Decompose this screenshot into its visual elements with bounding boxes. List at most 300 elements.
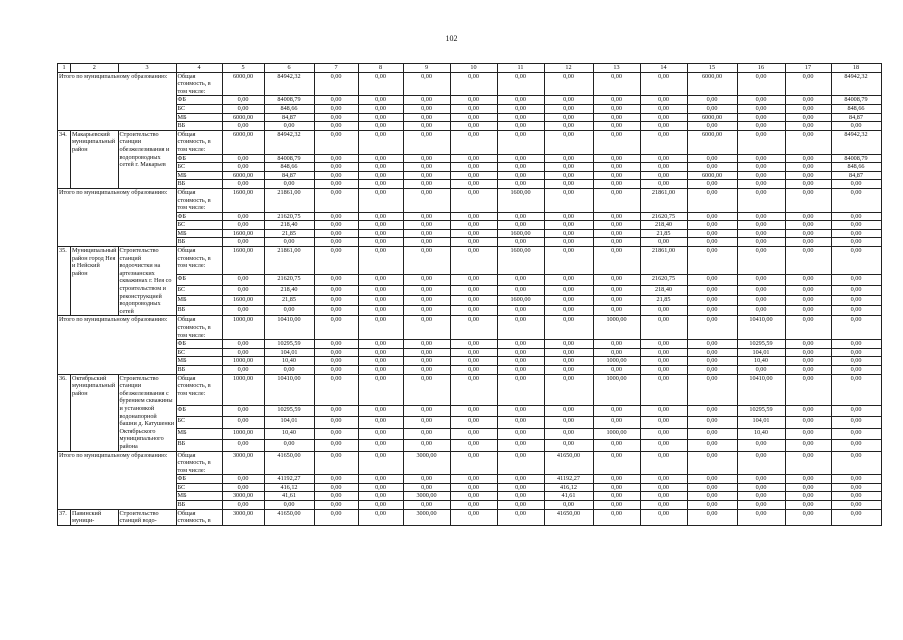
value-cell: 0,00 <box>544 501 593 510</box>
value-cell: 0,00 <box>687 417 737 428</box>
funding-source: МБ <box>176 171 222 180</box>
value-cell: 0,00 <box>831 238 881 247</box>
value-cell: 0,00 <box>497 440 544 451</box>
source-row <box>58 122 882 131</box>
value-cell: 0,00 <box>785 451 831 475</box>
value-cell: 0,00 <box>544 440 593 451</box>
value-cell: 0,00 <box>314 492 358 501</box>
value-cell: 0,00 <box>593 122 640 131</box>
value-cell: 0,00 <box>544 247 593 275</box>
value-cell: 0,00 <box>314 180 358 189</box>
value-cell: 0,00 <box>497 509 544 525</box>
value-cell: 0,00 <box>737 509 785 525</box>
value-cell: 0,00 <box>831 357 881 366</box>
value-cell: 0,00 <box>737 365 785 374</box>
value-cell: 21,85 <box>640 229 687 238</box>
source-row <box>58 440 882 451</box>
value-cell: 104,01 <box>737 417 785 428</box>
value-cell: 0,00 <box>737 285 785 295</box>
value-cell: 0,00 <box>593 451 640 475</box>
value-cell: 0,00 <box>403 96 450 105</box>
value-cell: 41192,27 <box>264 475 314 484</box>
value-cell: 0,00 <box>544 316 593 340</box>
value-cell: 21861,00 <box>640 247 687 275</box>
value-cell: 0,00 <box>544 306 593 316</box>
value-cell: 0,00 <box>737 113 785 122</box>
value-cell: 218,40 <box>640 221 687 230</box>
value-cell: 0,00 <box>450 417 497 428</box>
value-cell: 0,00 <box>450 275 497 285</box>
value-cell: 0,00 <box>403 221 450 230</box>
value-cell: 0,00 <box>687 154 737 163</box>
value-cell: 0,00 <box>593 104 640 113</box>
funding-source: ВБ <box>176 365 222 374</box>
itogo-row <box>58 316 882 340</box>
value-cell: 0,00 <box>687 492 737 501</box>
value-cell: 0,00 <box>358 180 403 189</box>
value-cell: 0,00 <box>497 238 544 247</box>
value-cell: 0,00 <box>403 285 450 295</box>
value-cell: 0,00 <box>314 171 358 180</box>
value-cell: 0,00 <box>450 247 497 275</box>
value-cell: 0,00 <box>358 509 403 525</box>
value-cell: 0,00 <box>737 440 785 451</box>
value-cell: 0,00 <box>831 374 881 405</box>
value-cell: 1000,00 <box>222 374 264 405</box>
column-header: 14 <box>640 64 687 73</box>
value-cell: 0,00 <box>831 295 881 305</box>
value-cell: 0,00 <box>358 428 403 439</box>
funding-source: МБ <box>176 113 222 122</box>
value-cell: 0,00 <box>314 122 358 131</box>
value-cell: 0,00 <box>403 171 450 180</box>
value-cell: 0,00 <box>640 509 687 525</box>
funding-source: БС <box>176 163 222 172</box>
value-cell: 41192,27 <box>544 475 593 484</box>
value-cell: 0,00 <box>593 475 640 484</box>
value-cell: 0,00 <box>314 229 358 238</box>
value-cell: 0,00 <box>497 306 544 316</box>
value-cell: 0,00 <box>314 428 358 439</box>
value-cell: 0,00 <box>640 357 687 366</box>
value-cell: 0,00 <box>737 104 785 113</box>
value-cell: 0,00 <box>403 295 450 305</box>
value-cell: 0,00 <box>222 96 264 105</box>
value-cell: 0,00 <box>593 417 640 428</box>
value-cell: 1000,00 <box>593 357 640 366</box>
column-header: 7 <box>314 64 358 73</box>
funding-source: БС <box>176 285 222 295</box>
source-row <box>58 365 882 374</box>
value-cell: 0,00 <box>497 483 544 492</box>
value-cell: 0,00 <box>450 285 497 295</box>
value-cell: 21620,75 <box>640 212 687 221</box>
value-cell: 0,00 <box>544 374 593 405</box>
value-cell: 0,00 <box>403 475 450 484</box>
value-cell: 0,00 <box>264 440 314 451</box>
object-number: 37. <box>58 509 71 525</box>
value-cell: 0,00 <box>497 275 544 285</box>
value-cell: 0,00 <box>640 406 687 417</box>
value-cell: 0,00 <box>403 365 450 374</box>
value-cell: 0,00 <box>593 501 640 510</box>
value-cell: 0,00 <box>640 440 687 451</box>
value-cell: 6000,00 <box>687 72 737 96</box>
value-cell: 0,00 <box>358 406 403 417</box>
value-cell: 0,00 <box>358 113 403 122</box>
value-cell: 0,00 <box>593 188 640 212</box>
value-cell: 0,00 <box>687 212 737 221</box>
header-row <box>58 64 882 73</box>
value-cell: 0,00 <box>358 475 403 484</box>
value-cell: 0,00 <box>831 501 881 510</box>
source-row <box>58 428 882 439</box>
value-cell: 0,00 <box>593 96 640 105</box>
value-cell: 848,66 <box>264 104 314 113</box>
value-cell: 84942,32 <box>264 72 314 96</box>
value-cell: 0,00 <box>403 340 450 349</box>
value-cell: 0,00 <box>358 229 403 238</box>
source-row <box>58 492 882 501</box>
value-cell: 0,00 <box>314 365 358 374</box>
value-cell: 0,00 <box>222 212 264 221</box>
value-cell: 3000,00 <box>222 451 264 475</box>
value-cell: 0,00 <box>544 357 593 366</box>
total-cost-label: Общая стоимость, в том числе: <box>176 130 222 154</box>
value-cell: 0,00 <box>314 483 358 492</box>
value-cell: 0,00 <box>314 451 358 475</box>
value-cell: 104,01 <box>264 417 314 428</box>
value-cell: 0,00 <box>450 180 497 189</box>
value-cell: 0,00 <box>831 285 881 295</box>
source-row <box>58 113 882 122</box>
value-cell: 0,00 <box>640 113 687 122</box>
value-cell: 0,00 <box>593 340 640 349</box>
value-cell: 0,00 <box>450 365 497 374</box>
value-cell: 84,87 <box>831 171 881 180</box>
value-cell: 0,00 <box>737 72 785 96</box>
value-cell: 0,00 <box>593 171 640 180</box>
object-row <box>58 130 882 154</box>
value-cell: 41,61 <box>264 492 314 501</box>
value-cell: 1000,00 <box>593 428 640 439</box>
value-cell: 0,00 <box>593 275 640 285</box>
value-cell: 0,00 <box>403 501 450 510</box>
value-cell: 0,00 <box>450 428 497 439</box>
value-cell: 0,00 <box>640 483 687 492</box>
value-cell: 848,66 <box>831 104 881 113</box>
value-cell: 0,00 <box>687 275 737 285</box>
value-cell: 0,00 <box>358 357 403 366</box>
value-cell: 0,00 <box>403 154 450 163</box>
source-row <box>58 285 882 295</box>
value-cell: 10,40 <box>737 428 785 439</box>
value-cell: 0,00 <box>403 180 450 189</box>
value-cell: 0,00 <box>785 509 831 525</box>
value-cell: 0,00 <box>544 238 593 247</box>
value-cell: 0,00 <box>737 501 785 510</box>
value-cell: 0,00 <box>544 122 593 131</box>
value-cell: 0,00 <box>640 104 687 113</box>
value-cell: 0,00 <box>497 501 544 510</box>
value-cell: 41650,00 <box>264 451 314 475</box>
value-cell: 0,00 <box>450 374 497 405</box>
value-cell: 0,00 <box>785 104 831 113</box>
value-cell: 0,00 <box>785 229 831 238</box>
value-cell: 0,00 <box>403 316 450 340</box>
column-header: 17 <box>785 64 831 73</box>
value-cell: 41650,00 <box>544 451 593 475</box>
funding-source: БС <box>176 221 222 230</box>
value-cell: 0,00 <box>544 348 593 357</box>
value-cell: 6000,00 <box>687 130 737 154</box>
value-cell: 0,00 <box>687 229 737 238</box>
value-cell: 3000,00 <box>403 451 450 475</box>
value-cell: 1600,00 <box>222 247 264 275</box>
value-cell: 0,00 <box>640 306 687 316</box>
value-cell: 0,00 <box>544 171 593 180</box>
value-cell: 0,00 <box>314 163 358 172</box>
value-cell: 0,00 <box>314 295 358 305</box>
value-cell: 0,00 <box>403 357 450 366</box>
value-cell: 0,00 <box>593 365 640 374</box>
value-cell: 6000,00 <box>222 130 264 154</box>
value-cell: 0,00 <box>785 180 831 189</box>
value-cell: 0,00 <box>264 180 314 189</box>
value-cell: 0,00 <box>785 122 831 131</box>
value-cell: 0,00 <box>785 113 831 122</box>
value-cell: 84942,32 <box>831 130 881 154</box>
value-cell: 0,00 <box>314 374 358 405</box>
source-row <box>58 348 882 357</box>
value-cell: 10,40 <box>737 357 785 366</box>
value-cell: 0,00 <box>640 417 687 428</box>
value-cell: 0,00 <box>785 316 831 340</box>
value-cell: 0,00 <box>544 406 593 417</box>
value-cell: 0,00 <box>593 163 640 172</box>
value-cell: 0,00 <box>358 374 403 405</box>
source-row <box>58 180 882 189</box>
value-cell: 0,00 <box>450 440 497 451</box>
value-cell: 0,00 <box>450 501 497 510</box>
column-header: 2 <box>71 64 119 73</box>
value-cell: 0,00 <box>450 295 497 305</box>
value-cell: 0,00 <box>314 285 358 295</box>
value-cell: 10410,00 <box>264 374 314 405</box>
value-cell: 0,00 <box>358 483 403 492</box>
value-cell: 21861,00 <box>640 188 687 212</box>
value-cell: 0,00 <box>640 365 687 374</box>
value-cell: 0,00 <box>785 365 831 374</box>
object-description: Строительство станций водо- <box>118 509 176 525</box>
value-cell: 0,00 <box>785 212 831 221</box>
value-cell: 0,00 <box>785 475 831 484</box>
value-cell: 0,00 <box>593 285 640 295</box>
column-header: 13 <box>593 64 640 73</box>
value-cell: 0,00 <box>450 357 497 366</box>
value-cell: 0,00 <box>358 104 403 113</box>
funding-source: МБ <box>176 428 222 439</box>
source-row <box>58 212 882 221</box>
value-cell: 848,66 <box>264 163 314 172</box>
value-cell: 6000,00 <box>687 171 737 180</box>
value-cell: 10295,59 <box>264 340 314 349</box>
value-cell: 0,00 <box>403 275 450 285</box>
value-cell: 0,00 <box>687 188 737 212</box>
source-row <box>58 483 882 492</box>
value-cell: 0,00 <box>450 130 497 154</box>
value-cell: 0,00 <box>687 509 737 525</box>
column-header: 4 <box>176 64 222 73</box>
value-cell: 848,66 <box>831 163 881 172</box>
value-cell: 0,00 <box>785 348 831 357</box>
value-cell: 0,00 <box>593 238 640 247</box>
value-cell: 104,01 <box>737 348 785 357</box>
value-cell: 0,00 <box>222 180 264 189</box>
value-cell: 0,00 <box>737 180 785 189</box>
value-cell: 0,00 <box>785 492 831 501</box>
value-cell: 0,00 <box>785 295 831 305</box>
value-cell: 0,00 <box>737 154 785 163</box>
value-cell: 0,00 <box>544 295 593 305</box>
object-number: 36. <box>58 374 71 451</box>
value-cell: 84942,32 <box>264 130 314 154</box>
value-cell: 0,00 <box>737 188 785 212</box>
value-cell: 0,00 <box>450 509 497 525</box>
value-cell: 0,00 <box>544 212 593 221</box>
value-cell: 0,00 <box>497 340 544 349</box>
funding-source: МБ <box>176 229 222 238</box>
itogo-row <box>58 451 882 475</box>
column-header: 8 <box>358 64 403 73</box>
value-cell: 0,00 <box>687 306 737 316</box>
value-cell: 0,00 <box>593 180 640 189</box>
value-cell: 0,00 <box>737 212 785 221</box>
value-cell: 0,00 <box>831 212 881 221</box>
value-cell: 0,00 <box>785 171 831 180</box>
value-cell: 0,00 <box>222 406 264 417</box>
value-cell: 0,00 <box>593 406 640 417</box>
value-cell: 0,00 <box>314 357 358 366</box>
value-cell: 0,00 <box>687 428 737 439</box>
value-cell: 0,00 <box>497 285 544 295</box>
value-cell: 0,00 <box>403 212 450 221</box>
value-cell: 416,12 <box>264 483 314 492</box>
value-cell: 0,00 <box>593 130 640 154</box>
value-cell: 10,40 <box>264 357 314 366</box>
source-row <box>58 238 882 247</box>
value-cell: 0,00 <box>497 492 544 501</box>
value-cell: 0,00 <box>450 96 497 105</box>
value-cell: 0,00 <box>497 428 544 439</box>
funding-source: ФБ <box>176 406 222 417</box>
object-row <box>58 509 882 525</box>
value-cell: 0,00 <box>687 104 737 113</box>
value-cell: 0,00 <box>358 340 403 349</box>
value-cell: 0,00 <box>831 348 881 357</box>
value-cell: 0,00 <box>450 306 497 316</box>
value-cell: 0,00 <box>687 348 737 357</box>
value-cell: 0,00 <box>687 163 737 172</box>
value-cell: 0,00 <box>358 154 403 163</box>
funding-source: ФБ <box>176 340 222 349</box>
column-header: 10 <box>450 64 497 73</box>
value-cell: 0,00 <box>593 113 640 122</box>
source-row <box>58 475 882 484</box>
column-header: 5 <box>222 64 264 73</box>
value-cell: 0,00 <box>687 501 737 510</box>
value-cell: 0,00 <box>687 316 737 340</box>
value-cell: 0,00 <box>497 475 544 484</box>
value-cell: 21620,75 <box>264 275 314 285</box>
value-cell: 0,00 <box>544 104 593 113</box>
value-cell: 0,00 <box>264 501 314 510</box>
value-cell: 0,00 <box>497 365 544 374</box>
source-row <box>58 501 882 510</box>
source-row <box>58 306 882 316</box>
value-cell: 0,00 <box>358 247 403 275</box>
value-cell: 0,00 <box>785 238 831 247</box>
value-cell: 0,00 <box>687 451 737 475</box>
value-cell: 0,00 <box>831 451 881 475</box>
value-cell: 0,00 <box>450 483 497 492</box>
value-cell: 0,00 <box>544 285 593 295</box>
value-cell: 41650,00 <box>544 509 593 525</box>
value-cell: 0,00 <box>737 163 785 172</box>
value-cell: 0,00 <box>314 113 358 122</box>
total-cost-label: Общая стоимость, в <box>176 509 222 525</box>
value-cell: 0,00 <box>544 188 593 212</box>
source-row <box>58 340 882 349</box>
value-cell: 1600,00 <box>497 295 544 305</box>
value-cell: 0,00 <box>593 492 640 501</box>
value-cell: 0,00 <box>314 130 358 154</box>
value-cell: 0,00 <box>450 406 497 417</box>
value-cell: 21861,00 <box>264 247 314 275</box>
value-cell: 0,00 <box>831 440 881 451</box>
value-cell: 0,00 <box>831 122 881 131</box>
value-cell: 21,85 <box>264 229 314 238</box>
value-cell: 0,00 <box>222 501 264 510</box>
value-cell: 0,00 <box>785 285 831 295</box>
value-cell: 0,00 <box>737 96 785 105</box>
value-cell: 0,00 <box>544 180 593 189</box>
value-cell: 0,00 <box>403 374 450 405</box>
value-cell: 0,00 <box>358 163 403 172</box>
value-cell: 84008,79 <box>264 154 314 163</box>
value-cell: 10295,59 <box>737 340 785 349</box>
value-cell: 3000,00 <box>222 509 264 525</box>
value-cell: 0,00 <box>737 130 785 154</box>
value-cell: 0,00 <box>640 492 687 501</box>
value-cell: 0,00 <box>222 238 264 247</box>
value-cell: 21,85 <box>264 295 314 305</box>
value-cell: 0,00 <box>222 154 264 163</box>
value-cell: 0,00 <box>403 188 450 212</box>
value-cell: 0,00 <box>222 440 264 451</box>
source-row <box>58 275 882 285</box>
value-cell: 0,00 <box>358 316 403 340</box>
funding-source: ВБ <box>176 180 222 189</box>
value-cell: 0,00 <box>640 96 687 105</box>
value-cell: 0,00 <box>403 104 450 113</box>
value-cell: 0,00 <box>831 428 881 439</box>
value-cell: 0,00 <box>737 483 785 492</box>
value-cell: 0,00 <box>264 238 314 247</box>
value-cell: 84,87 <box>264 171 314 180</box>
value-cell: 0,00 <box>403 417 450 428</box>
value-cell: 0,00 <box>314 306 358 316</box>
